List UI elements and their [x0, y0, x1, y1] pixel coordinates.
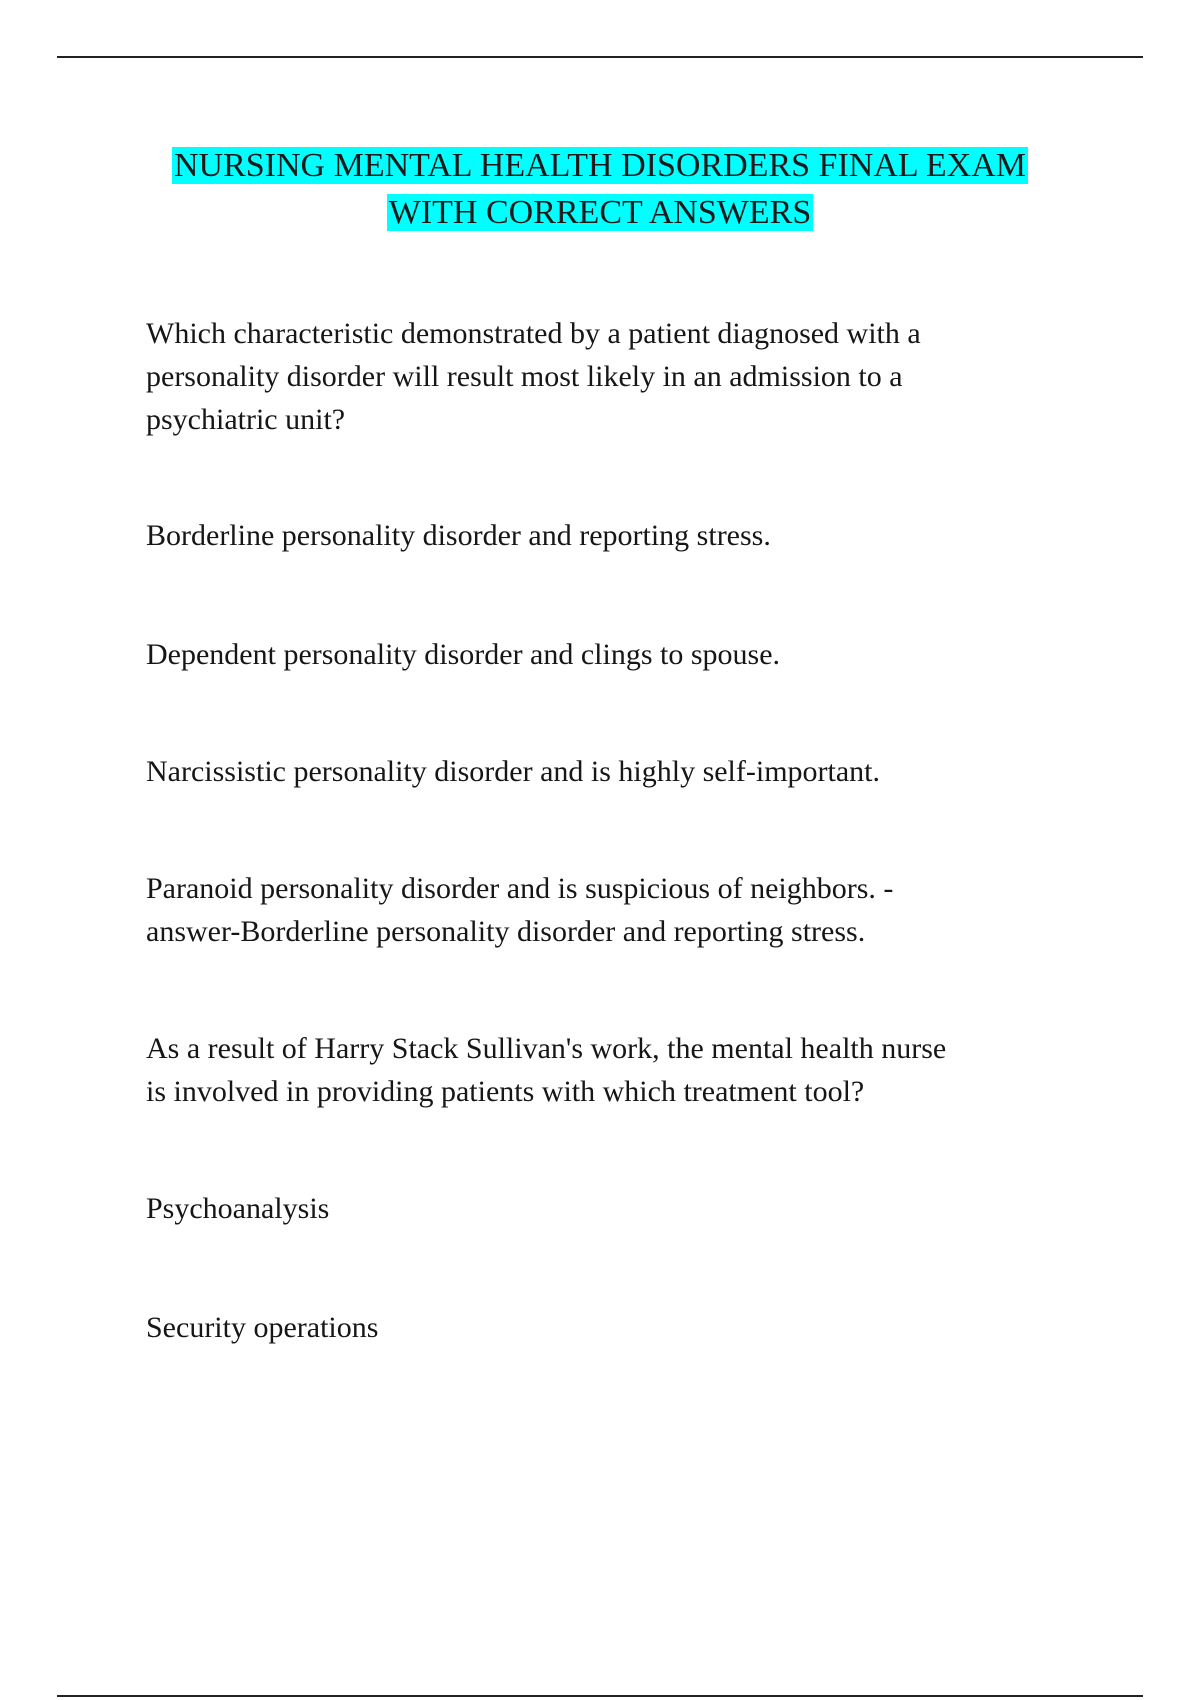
question-2-line-2: is involved in providing patients with which treatment tool? [146, 1075, 865, 1108]
option-dependent [146, 633, 1086, 676]
option-dependent-text: Dependent personality disorder and clings to spouse. [146, 638, 781, 671]
answer-line: answer-Borderline personality disorder and reporting stress. [146, 915, 866, 948]
option-borderline-text: Borderline personality disorder and reporting stress. [146, 519, 771, 552]
title-line-1: NURSING MENTAL HEALTH DISORDERS FINAL EXAM [173, 147, 1026, 184]
option-psychoanalysis [146, 1187, 1086, 1230]
option-narcissistic-text: Narcissistic personality disorder and is highly self-important. [146, 755, 881, 788]
option-borderline [146, 514, 1086, 557]
question-2-line-1: As a result of Harry Stack Sullivan's work, the mental health nurse [146, 1032, 947, 1065]
option-psychoanalysis-text: Psychoanalysis [146, 1192, 330, 1225]
title-line-2: WITH CORRECT ANSWERS [388, 194, 812, 231]
bottom-rule [57, 1695, 1143, 1697]
document-title [100, 142, 1100, 236]
question-1-line-2: personality disorder will result most likely in an admission to a [146, 360, 903, 393]
option-security-operations-text: Security operations [146, 1311, 379, 1344]
question-1-line-1: Which characteristic demonstrated by a patient diagnosed with a [146, 317, 921, 350]
question-1 [146, 312, 1086, 441]
option-security-operations [146, 1306, 1086, 1349]
option-paranoid-line-1: Paranoid personality disorder and is suspicious of neighbors. - [146, 872, 894, 905]
question-1-line-3: psychiatric unit? [146, 403, 346, 436]
option-narcissistic [146, 750, 1086, 793]
option-paranoid-with-answer [146, 867, 1086, 953]
question-2 [146, 1027, 1086, 1113]
top-rule [57, 56, 1143, 58]
